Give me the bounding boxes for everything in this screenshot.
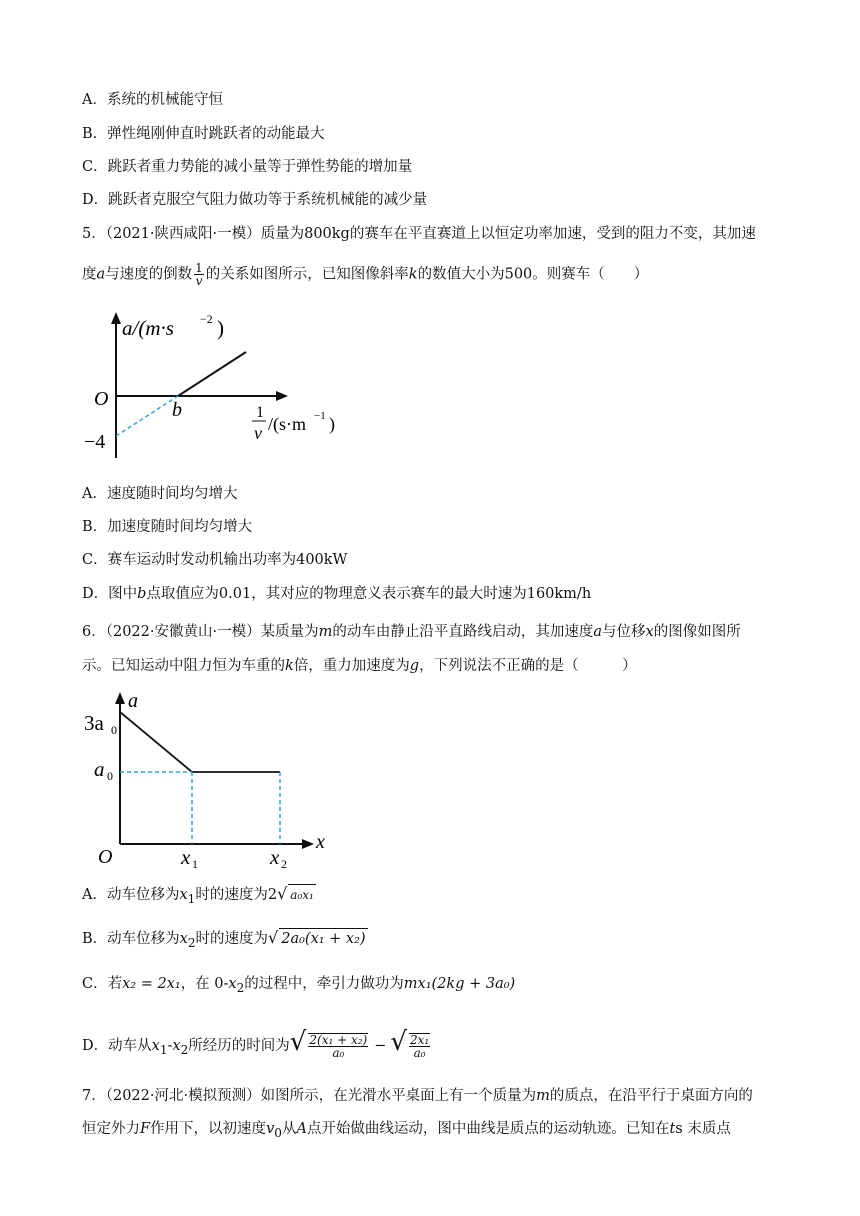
q6-option-c: C．若x₂ = 2x₁，在 $0-x_2$的过程中，牵引力做功为mx₁(2kg + 3a₀) xyxy=(82,976,516,995)
q6-stem-line1: 6．（2022·安徽黄山·一模）某质量为m的动车由静止沿平直路线启动，其加速度a与位移x的图像如图所 xyxy=(82,624,741,640)
q4-option-a: A．系统的机械能守恒 xyxy=(82,92,223,108)
q5-neg4-label: −4 xyxy=(84,431,106,453)
q6-x2-label: x xyxy=(270,845,280,869)
q5-option-c: C．赛车运动时发动机输出功率为400kW xyxy=(82,552,348,568)
q5-stem-line2: 度a与速度的倒数 $\frac{1}{v}$ 的关系如图所示，已知图像斜率k的数值大小为500。则赛车（ ） xyxy=(82,261,649,288)
q5-x-axis-label: /(s·m xyxy=(268,414,306,434)
q5-graph xyxy=(80,308,360,468)
q6-3a0-label: 3a xyxy=(84,711,104,735)
q5-option-d: D．图中b点取值应为0.01，其对应的物理意义表示赛车的最大时速为160km/h xyxy=(82,586,592,602)
svg-text:v: v xyxy=(254,423,262,443)
q5-y-axis-label: a/(m·s xyxy=(122,316,174,340)
q4-option-c: C．跳跃者重力势能的减小量等于弹性势能的增加量 xyxy=(82,159,413,175)
q5-option-a: A．速度随时间均匀增大 xyxy=(82,486,238,502)
svg-text:−1: −1 xyxy=(314,410,326,422)
q5-origin-label: O xyxy=(94,388,109,410)
q4-option-b: B．弹性绳刚伸直时跳跃者的动能最大 xyxy=(82,126,325,142)
q6-option-a: A．动车位移为$x_1$时的速度为2√ a₀x₁ xyxy=(82,884,314,906)
q5-b-label: b xyxy=(172,399,182,421)
svg-text:−2: −2 xyxy=(200,312,213,326)
q6-graph xyxy=(80,688,340,870)
q6-y-axis-label: a xyxy=(128,690,138,712)
q6-option-b: B．动车位移为$x_2$时的速度为√ 2a₀(x₁ + x₂) xyxy=(82,928,366,950)
q6-option-d: D．动车从$x_1-x_2$所经历的时间为√ $\frac{\text{2(x₁ + x₂)}}{\text{a₀}}$ − √ $\frac{\text{2x₁}}{\text{a₀}}$ xyxy=(82,1027,430,1060)
q6-x-axis-label: x xyxy=(316,831,325,853)
svg-text:0: 0 xyxy=(107,769,113,783)
svg-text:1: 1 xyxy=(256,404,264,421)
svg-text:1: 1 xyxy=(192,857,198,870)
q5-option-b: B．加速度随时间均匀增大 xyxy=(82,519,253,535)
q6-origin-label: O xyxy=(98,846,113,868)
svg-text:2: 2 xyxy=(281,857,287,870)
q5-stem-line1: 5．（2021·陕西咸阳·一模）质量为800kg的赛车在平直赛道上以恒定功率加速，受到的阻力不变，其加速 xyxy=(82,226,756,242)
q6-x1-label: x xyxy=(181,845,191,869)
q7-line1: 7．（2022·河北·模拟预测）如图所示，在光滑水平桌面上有一个质量为m的质点，在沿平行于桌面方向的 xyxy=(82,1088,753,1104)
q4-option-d: D．跳跃者克服空气阻力做功等于系统机械能的减少量 xyxy=(82,192,428,208)
svg-text:): ) xyxy=(217,316,224,340)
q6-a0-label: a xyxy=(94,757,105,781)
q5-inverse-v-fraction: $\frac{1}{v}$ xyxy=(195,261,203,288)
svg-text:0: 0 xyxy=(111,723,117,737)
q7-line2: 恒定外力F作用下，以初速度$v_0$从A点开始做曲线运动，图中曲线是质点的运动轨迹。已知在ts 末质点 xyxy=(82,1121,731,1140)
svg-text:): ) xyxy=(329,414,335,434)
q6-stem-line2: 示。已知运动中阻力恒为车重的k倍，重力加速度为g，下列说法不正确的是（ ） xyxy=(82,658,637,674)
